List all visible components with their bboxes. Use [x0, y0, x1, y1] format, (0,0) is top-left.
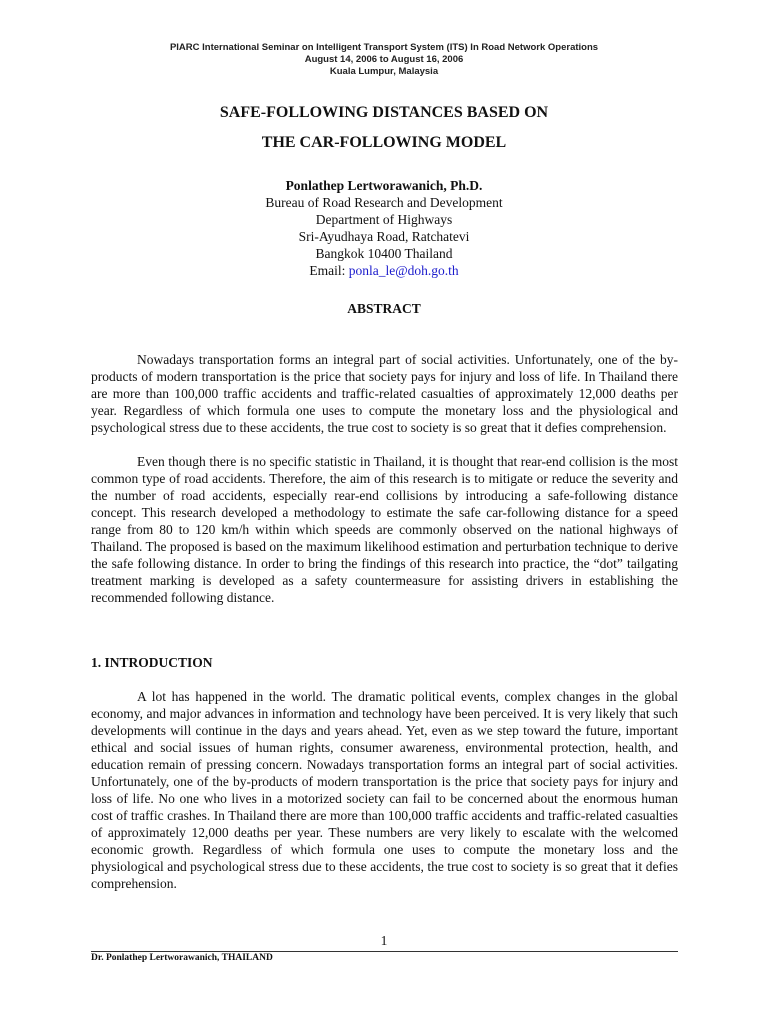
author-address-2: Bangkok 10400 Thailand: [315, 246, 453, 261]
author-affiliation-1: Bureau of Road Research and Development: [265, 195, 503, 210]
header-line-3: Kuala Lumpur, Malaysia: [329, 66, 439, 77]
paper-title: [0, 98, 768, 158]
header-line-2: August 14, 2006 to August 16, 2006: [304, 54, 464, 65]
author-name: Ponlathep Lertworawanich, Ph.D.: [285, 178, 483, 193]
author-affiliation-2: Department of Highways: [315, 212, 453, 227]
email-label: Email:: [309, 263, 349, 278]
title-line-1: SAFE-FOLLOWING DISTANCES BASED ON: [219, 104, 549, 121]
author-email-line: [0, 262, 768, 279]
abstract-paragraph-2: Even though there is no specific statistic in Thailand, it is thought that rear-end collision is the most common type of road accidents. Therefore, the aim of this research is to mitigate or reduce the severity and the number of road accidents, especially rear-end collisions by introducing a safe-following distance concept. This research developed a methodology to estimate the safe car-following distance for a speed range from 80 to 120 km/h within which speeds are commonly observed on the national highways of Thailand. The proposed is based on the maximum likelihood estimation and perturbation technique to derive the safe following distance. In order to bring the findings of this research into practice, the “dot” tailgating treatment marking is developed as a safety countermeasure for assisting drivers in establishing the recommended following distance.: [91, 454, 678, 605]
conference-header: [0, 42, 768, 78]
introduction-paragraph-1: A lot has happened in the world. The dramatic political events, complex changes in the global economy, and major advances in information and technology have been perceived. It is very likely that such developments will continue in the days and years ahead. Yet, even as we step toward the future, important ethical and social issues of human rights, consumer awareness, environmental protection, health, and education remain of pressing concern. Nowadays transportation forms an integral part of social activities. Unfortunately, one of the by-products of modern transportation is the price that society pays for injury and loss of life. No one who lives in a motorized society can fail to be concerned about the enormous human cost of traffic crashes. In Thailand there are more than 100,000 traffic accidents and traffic-related casualties of approximately 12,000 deaths per year. These numbers are very likely to escalate with the welcomed economic growth. Regardless of which formula one uses to compute the monetary loss and the physiological and psychological stress due to these accidents, the true cost to society is so great that it defies comprehension.: [91, 689, 678, 891]
page-footer: Dr. Ponlathep Lertworawanich, THAILAND: [91, 953, 273, 963]
title-line-2: THE CAR-FOLLOWING MODEL: [261, 134, 507, 151]
header-line-1: PIARC International Seminar on Intelligent Transport System (ITS) In Road Network Operations: [169, 42, 599, 53]
abstract-heading: ABSTRACT: [347, 301, 421, 316]
author-block: [0, 177, 768, 279]
footer-divider: [91, 951, 678, 952]
email-link[interactable]: ponla_le@doh.go.th: [348, 263, 459, 278]
page-number: 1: [380, 933, 388, 948]
abstract-paragraph-1: Nowadays transportation forms an integral part of social activities. Unfortunately, one of the by-products of modern transportation is the price that society pays for injury and loss of life. In Thailand there are more than 100,000 traffic accidents and traffic-related casualties of approximately 12,000 deaths per year. Regardless of which formula one uses to compute the monetary loss and the physiological and psychological stress due to these accidents, the true cost to society is so great that it defies comprehension.: [91, 352, 678, 435]
introduction-heading: 1. INTRODUCTION: [91, 655, 213, 670]
author-address-1: Sri-Ayudhaya Road, Ratchatevi: [298, 229, 470, 244]
